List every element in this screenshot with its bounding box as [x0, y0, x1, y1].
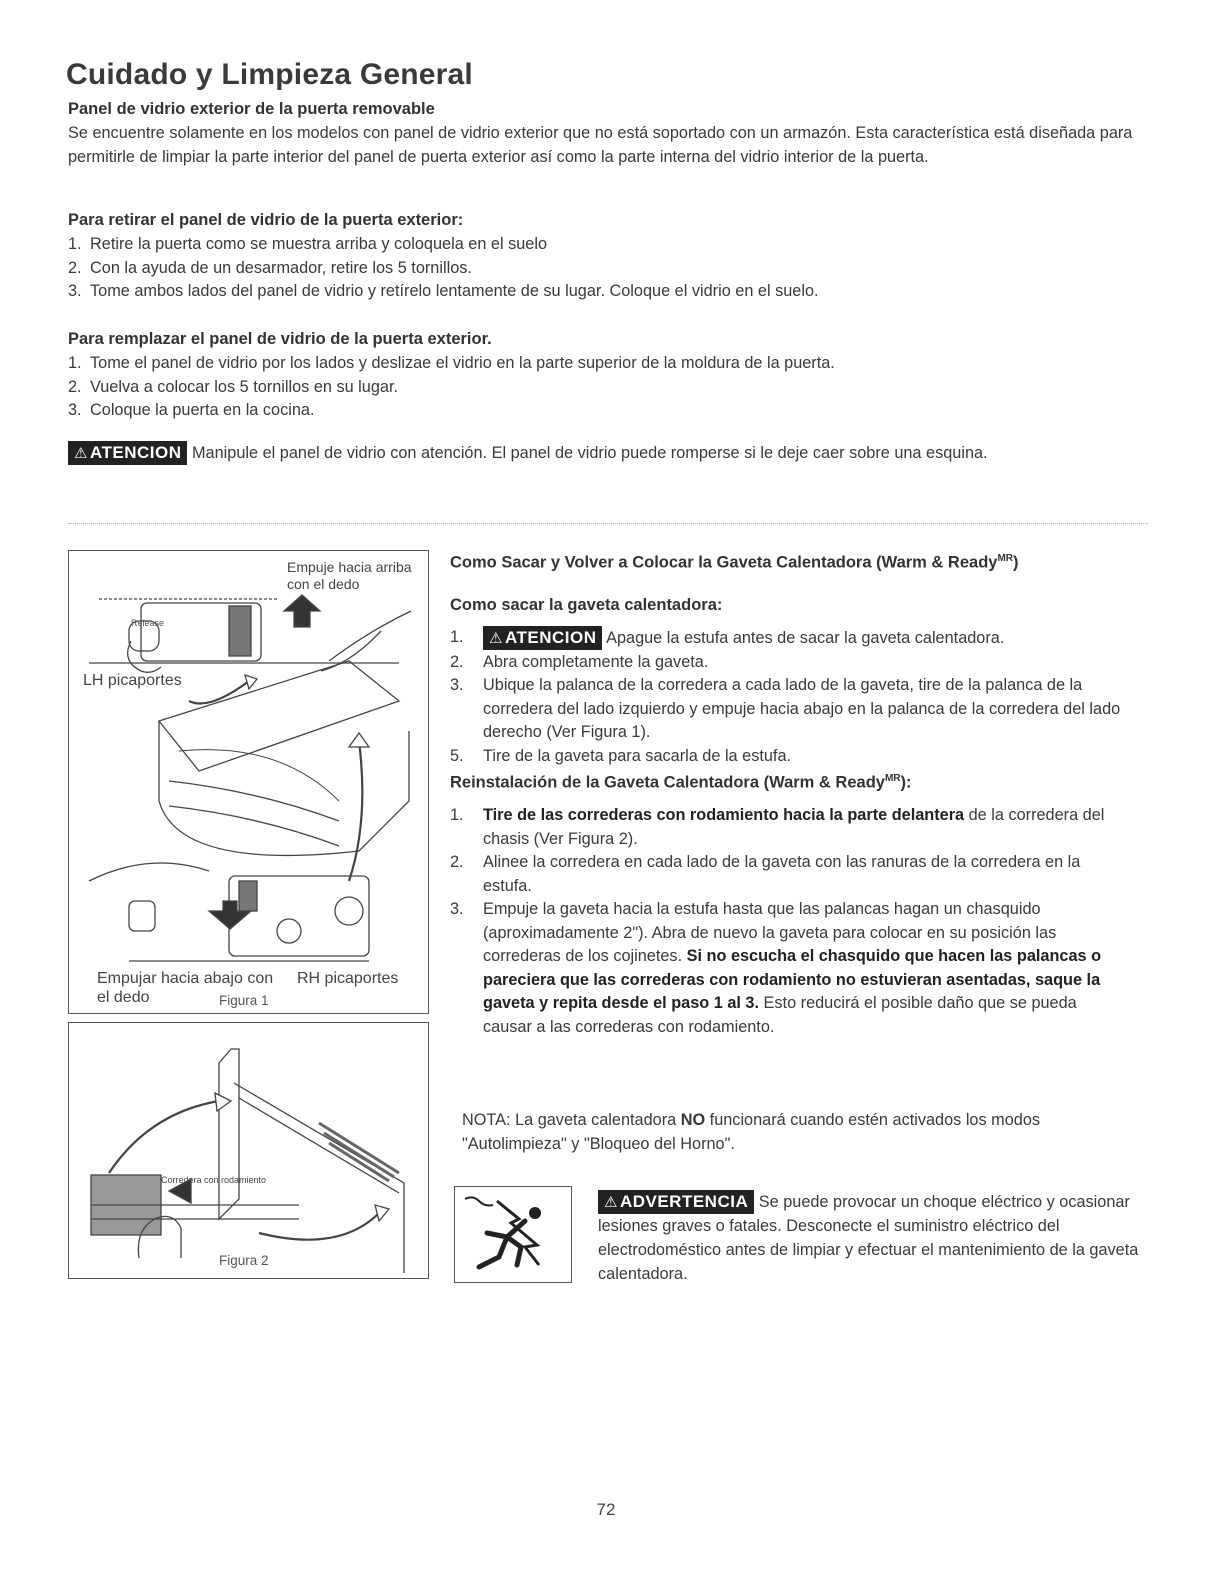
warning-badge: ⚠ ADVERTENCIA — [598, 1190, 754, 1214]
caution-badge: ⚠ ATENCION — [68, 441, 187, 465]
release-tag: Release — [131, 618, 165, 628]
list-item: 2. Vuelva a colocar los 5 tornillos en su lugar. — [68, 377, 399, 396]
list-item: 2. Alinee la corredera en cada lado de la gaveta con las ranuras de la corredera en la estufa. — [450, 853, 1081, 895]
electrical-warning: ⚠ ADVERTENCIA Se puede provocar un choque eléctrico y ocasionar lesiones graves o fatales. Desconecte el suministro eléctrico del electrodoméstico antes de limpiar y efectuar el mantenimiento de la gaveta calentadora. — [598, 1192, 1139, 1283]
glass-panel-heading: Panel de vidrio exterior de la puerta removable — [68, 100, 435, 118]
push-up-label: Empuje hacia arriba con el dedo — [287, 559, 412, 592]
drawer-note: NOTA: La gaveta calentadora NO funcionará cuando estén activados los modos "Autolimpieza" y "Bloqueo del Horno". — [462, 1111, 1041, 1153]
drawer-heading: Como Sacar y Volver a Colocar la Gaveta Calentadora (Warm & Ready$^{MR}$) — [450, 553, 1019, 572]
remove-drawer-heading: Como sacar la gaveta calentadora: — [450, 596, 723, 614]
replace-glass-heading: Para remplazar el panel de vidrio de la puerta exterior. — [68, 330, 492, 348]
warning-triangle-icon: ⚠ — [74, 445, 88, 462]
figure-1 — [68, 550, 429, 1014]
list-item: 3. Coloque la puerta en la cocina. — [68, 401, 315, 419]
warning-triangle-icon: ⚠ — [489, 630, 503, 647]
electric-shock-icon — [454, 1186, 572, 1283]
list-item: 1. Retire la puerta como se muestra arriba y coloquela en el suelo — [68, 235, 548, 253]
reinstall-drawer-heading: Reinstalación de la Gaveta Calentadora (Warm & Ready$^{MR}$): — [450, 773, 912, 792]
remove-glass-steps — [68, 233, 1148, 304]
page-title: Cuidado y Limpieza General — [66, 58, 473, 91]
list-item: 3. Tome ambos lados del panel de vidrio y retírelo lentamente de su lugar. Coloque el vidrio en el suelo. — [68, 282, 819, 300]
warning-triangle-icon: ⚠ — [604, 1194, 618, 1211]
list-item: 1. Tome el panel de vidrio por los lados y deslizae el vidrio en la parte superior de la moldura de la puerta. — [68, 354, 835, 372]
section-divider — [68, 523, 1148, 524]
remove-drawer-steps — [450, 626, 1130, 768]
figure-2-caption: Figura 2 — [219, 1253, 269, 1268]
glass-caution: ⚠ ATENCION Manipule el panel de vidrio con atención. El panel de vidrio puede romperse si le deje caer sobre una esquina. — [68, 441, 1128, 466]
list-item: 1. ⚠ ATENCION Apague la estufa antes de sacar la gaveta calentadora. — [450, 626, 1130, 651]
replace-glass-steps — [68, 352, 1148, 423]
lh-latch-label: LH picaportes — [83, 672, 182, 689]
list-item: 2. Abra completamente la gaveta. — [450, 652, 709, 671]
push-down-label: Empujar hacia abajo con el dedo — [97, 970, 274, 1006]
figure-1-caption: Figura 1 — [219, 993, 269, 1008]
reinstall-drawer-steps — [450, 804, 1130, 1039]
rh-latch-label: RH picaportes — [297, 970, 399, 987]
page-number: 72 — [596, 1500, 616, 1519]
list-item: 2. Con la ayuda de un desarmador, retire los 5 tornillos. — [68, 258, 472, 277]
figure-2 — [68, 1022, 429, 1279]
list-item: 5. Tire de la gaveta para sacarla de la estufa. — [450, 746, 792, 765]
figure-2-drawing — [69, 1023, 428, 1278]
remove-glass-heading: Para retirar el panel de vidrio de la puerta exterior: — [68, 211, 464, 229]
list-item: 3. Ubique la palanca de la corredera a cada lado de la gaveta, tire de la palanca de la corredera del lado izquierdo y empuje hacia abajo en la palanca de la corredera del lado derecho (Ver Figura 1). — [450, 676, 1121, 741]
caution-badge: ⚠ ATENCION — [483, 626, 602, 650]
list-item: 3. Empuje la gaveta hacia la estufa hasta que las palancas hagan un chasquido (aproximadamente 2"). Abra de nuevo la gaveta para colocar en su posición las correderas de los cojinetes. Si no escucha el chasquido que hacen las palancas o pareciera que las correderas con rodamiento no estuvieran asentadas, saque la gaveta y repita desde el paso 1 al 3. Esto reducirá el posible daño que se pueda causar a las correderas con rodamiento. — [450, 900, 1102, 1036]
rail-label: Corredera con rodamiento — [161, 1175, 267, 1185]
list-item: 1. Tire de las correderas con rodamiento hacia la parte delantera de la corredera del chasis (Ver Figura 2). — [450, 806, 1105, 848]
glass-panel-intro: Se encuentre solamente en los modelos con panel de vidrio exterior que no está soportado con un armazón. Esta característica está diseñada para permitirle de limpiar la parte interior del panel de puerta exterior así como la parte interna del vidrio interior de la puerta. — [68, 124, 1133, 166]
figure-1-drawing — [69, 551, 428, 1013]
